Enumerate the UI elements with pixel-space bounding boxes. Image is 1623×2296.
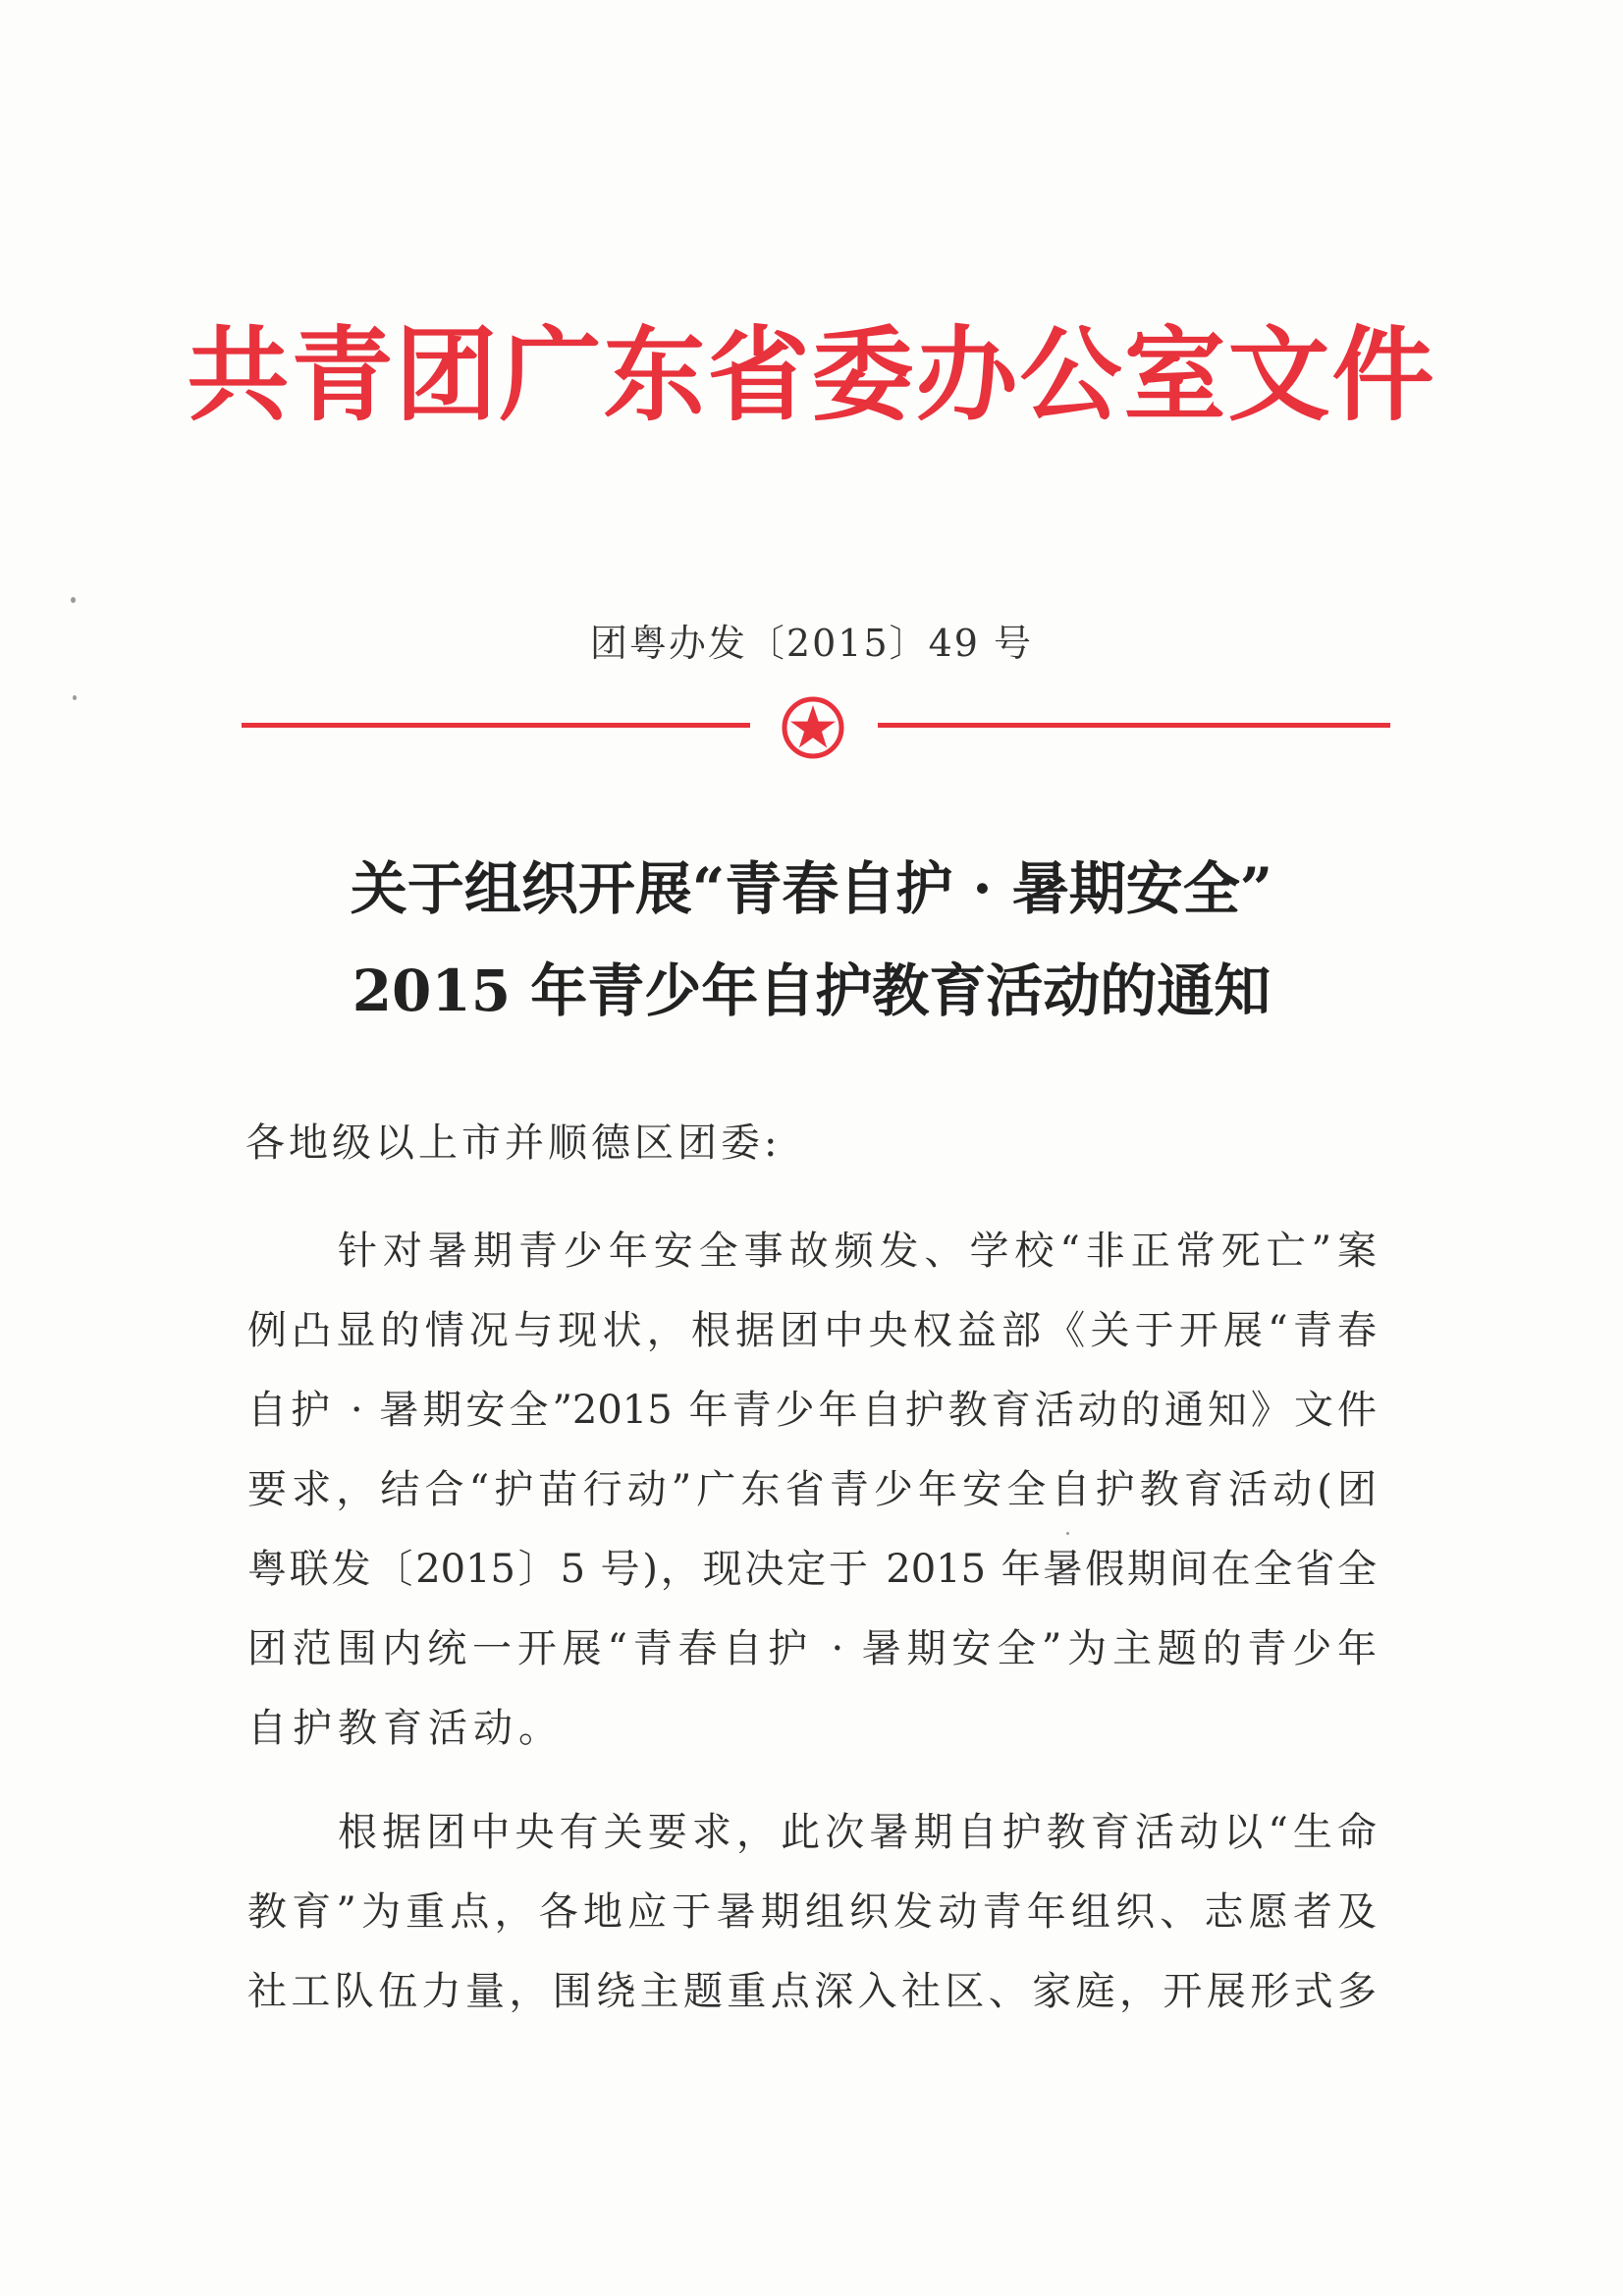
- notice-title-line-2: 2015 年青少年自护教育活动的通知: [352, 957, 1271, 1024]
- scan-speck: [73, 695, 77, 700]
- paragraph-line: 教育”为重点，各地应于暑期组织发动青年组织、志愿者及: [247, 1889, 1377, 1935]
- paragraph-line: 例凸显的情况与现状，根据团中央权益部《关于开展“青春: [247, 1308, 1377, 1353]
- notice-title-line-1: 关于组织开展“青春自护 · 暑期安全”: [350, 855, 1273, 922]
- paragraph-line: 针对暑期青少年安全事故频发、学校“非正常死亡”案: [338, 1229, 1377, 1274]
- paragraph-line: 自护教育活动。: [247, 1706, 564, 1751]
- paragraph-line: 团范围内统一开展“青春自护 · 暑期安全”为主题的青少年: [247, 1626, 1377, 1671]
- masthead-title: 共青团广东省委办公室文件: [187, 315, 1436, 435]
- salutation: 各地级以上市并顺德区团委:: [245, 1121, 782, 1166]
- red-divider-right: [878, 723, 1390, 728]
- scan-speck: [71, 597, 76, 603]
- paragraph-line: 社工队伍力量，围绕主题重点深入社区、家庭，开展形式多: [247, 1969, 1377, 2014]
- paragraph-1: [247, 1212, 1377, 1769]
- star-emblem-icon: [781, 695, 845, 760]
- paragraph-line: 自护 · 暑期安全”2015 年青少年自护教育活动的通知》文件: [247, 1388, 1377, 1433]
- paragraph-line: 根据团中央有关要求，此次暑期自护教育活动以“生命: [338, 1810, 1377, 1855]
- paragraph-line: 粤联发〔2015〕5 号)，现决定于 2015 年暑假期间在全省全: [247, 1547, 1377, 1592]
- paragraph-2: [247, 1793, 1377, 2032]
- document-number: 团粤办发〔2015〕49 号: [589, 622, 1034, 665]
- red-divider-left: [242, 723, 750, 728]
- paragraph-line: 要求，结合“护苗行动”广东省青少年安全自护教育活动(团: [247, 1467, 1377, 1512]
